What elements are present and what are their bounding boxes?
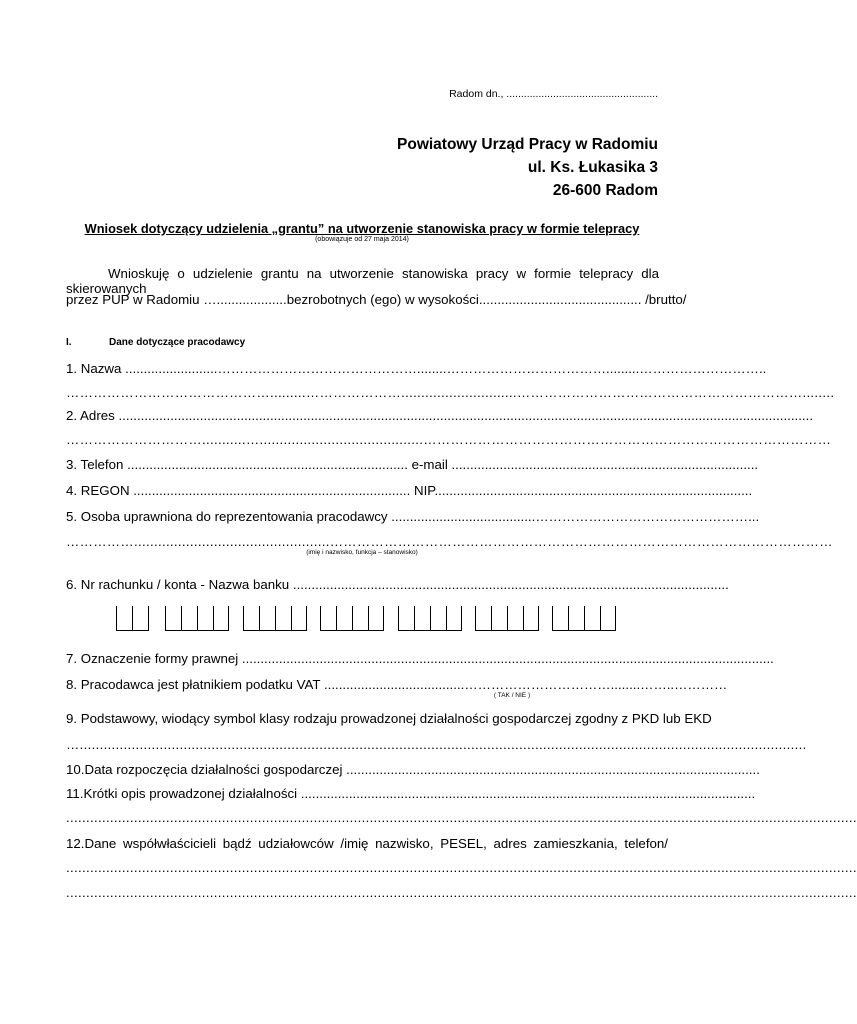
caption-vat: ( TAK / NIE ): [493, 692, 531, 699]
account-box-group-5[interactable]: [398, 606, 462, 631]
field-pkd-symbol-value[interactable]: …......................................................................................................................................................................................: [66, 737, 807, 752]
field-address[interactable]: 2. Adres ............................................................................................................................................................................................: [66, 408, 814, 423]
field-representative-continued[interactable]: …………….................................................…………………………………………………………………………………………………: [66, 534, 833, 549]
document-title-text: Wniosek dotyczący udzielenia „grantu” na utworzenie stanowiska pracy w formie telepracy: [84, 221, 640, 236]
field-phone-email[interactable]: 3. Telefon ............................................................................ e-mail ...................................................................................: [66, 457, 759, 472]
office-name: Powiatowy Urząd Pracy w Radomiu: [397, 136, 658, 153]
field-co-owners: 12.Dane współwłaścicieli bądź udziałowców /imię nazwisko, PESEL, adres zamieszkania, telefon/: [66, 836, 668, 851]
date-line: Radom dn., ....................................................: [449, 88, 658, 100]
section-title: Dane dotyczące pracodawcy: [109, 337, 246, 348]
field-address-continued[interactable]: …………………………...........….........................................………………………………………………………………………………: [66, 432, 832, 447]
account-box-group-3[interactable]: [243, 606, 307, 631]
field-co-owners-line-1[interactable]: ......................................................................................................................................................................................................: [66, 860, 857, 875]
intro-line-2: przez PUP w Radomiu …...................bezrobotnych (ego) w wysokości............................................ /brutto/: [66, 292, 687, 307]
field-regon-nip[interactable]: 4. REGON ........................................................................... NIP......................................................................................: [66, 483, 753, 498]
account-box-group-2[interactable]: [165, 606, 229, 631]
field-representative[interactable]: 5. Osoba uprawniona do reprezentowania pracodawcy .......................................…………………………………………...: [66, 509, 760, 524]
field-pkd-symbol: 9. Podstawowy, wiodący symbol klasy rodzaju prowadzonej działalności gospodarczej zgodny z PKD lub EKD: [66, 711, 712, 726]
office-city: 26-600 Radom: [552, 182, 658, 199]
document-title: [0, 221, 724, 236]
field-activity-description-continued[interactable]: ......................................................................................................................................................................................................: [66, 810, 857, 825]
document-subtitle: (obowiązuje od 27 maja 2014): [315, 236, 409, 243]
field-activity-description[interactable]: 11.Krótki opis prowadzonej działalności ...........................................................................................................................: [66, 786, 756, 801]
account-box-group-1[interactable]: [116, 606, 149, 631]
account-box-group-4[interactable]: [320, 606, 384, 631]
caption-representative: (imię i nazwisko, funkcja – stanowisko): [306, 549, 418, 556]
office-street: ul. Ks. Łukasika 3: [527, 159, 658, 176]
intro-line-1: Wnioskuję o udzielenie grantu na utworzenie stanowiska pracy w formie telepracy dla skierowanych: [66, 266, 659, 296]
field-co-owners-line-2[interactable]: ......................................................................................................................................................................................................: [66, 885, 857, 900]
field-start-date[interactable]: 10.Data rozpoczęcia działalności gospodarczej ................................................................................................................: [66, 762, 760, 777]
account-box-group-7[interactable]: [552, 606, 616, 631]
section-heading: [66, 337, 246, 348]
section-number: I.: [66, 337, 72, 348]
field-bank-account[interactable]: 6. Nr rachunku / konta - Nazwa banku ......................................................................................................................: [66, 577, 729, 592]
field-name-continued[interactable]: ……………………………………….........………………….............................………………………………………………………........: [66, 385, 835, 400]
field-name[interactable]: 1. Nazwa .........................………………………………………........……………………………….........………………………..: [66, 361, 767, 376]
account-box-group-6[interactable]: [475, 606, 539, 631]
field-legal-form[interactable]: 7. Oznaczenie formy prawnej ................................................................................................................................................: [66, 651, 774, 666]
field-vat-payer[interactable]: 8. Pracodawca jest płatnikiem podatku VAT ......................................……………………………........……..…………: [66, 677, 728, 692]
